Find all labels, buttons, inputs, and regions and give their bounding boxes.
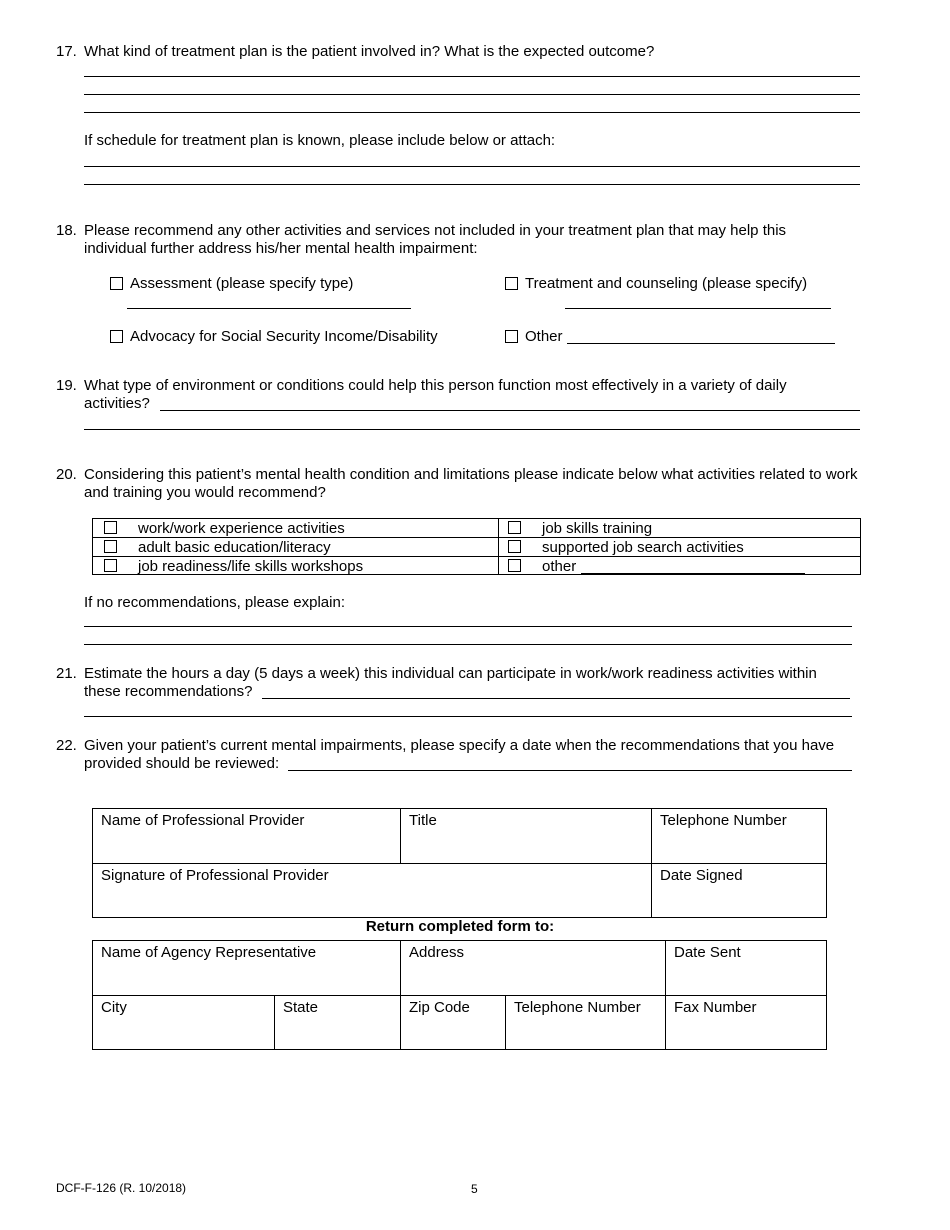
provider-signature-cell[interactable] [92,863,652,918]
job-search-label: supported job search activities [542,539,744,556]
treatment-label: Treatment and counseling (please specify) [525,275,808,292]
work-activities-table [92,518,861,575]
assessment-label: Assessment (please specify type) [130,275,354,292]
q20-no-recommendations-prompt: If no recommendations, please explain: [84,594,345,611]
agency-rep-cell[interactable] [92,940,401,996]
city-label: City [101,999,127,1016]
other-label: Other [525,328,563,345]
return-heading: Return completed form to: [365,918,555,935]
job-skills-label: job skills training [542,520,653,537]
q21-answer-line-2[interactable] [84,716,852,717]
agency-rep-label: Name of Agency Representative [101,944,317,961]
provider-name-label: Name of Professional Provider [101,812,305,829]
q19-number: 19. [56,377,77,394]
adult-education-checkbox[interactable] [104,540,117,553]
state-cell[interactable] [274,995,401,1050]
q17-schedule-line-2[interactable] [84,184,860,185]
provider-name-cell[interactable] [92,808,401,864]
assessment-checkbox[interactable] [110,277,123,290]
date-signed-cell[interactable] [651,863,827,918]
address-cell[interactable] [400,940,666,996]
provider-title-cell[interactable] [400,808,652,864]
q17-schedule-line-1[interactable] [84,166,860,167]
address-label: Address [409,944,465,961]
zip-cell[interactable] [400,995,506,1050]
fax-cell[interactable] [665,995,827,1050]
q21-answer-line-1[interactable] [262,698,850,699]
q21-question-line-2: these recommendations? [84,683,253,700]
q22-number: 22. [56,737,77,754]
q19-question-line-2: activities? [84,395,150,412]
fax-label: Fax Number [674,999,757,1016]
q22-question-line-1: Given your patient’s current mental impairments, please specify a date when the recommendations that you have [84,737,835,754]
provider-signature-label: Signature of Professional Provider [101,867,329,884]
work-other-checkbox[interactable] [508,559,521,572]
q22-question-line-2: provided should be reviewed: [84,755,280,772]
q17-schedule-prompt: If schedule for treatment plan is known, please include below or attach: [84,132,556,149]
provider-telephone-label: Telephone Number [660,812,787,829]
q17-question: What kind of treatment plan is the patient involved in? What is the expected outcome? [84,43,655,60]
work-experience-checkbox[interactable] [104,521,117,534]
q18-question-line-2: individual further address his/her mental health impairment: [84,240,478,257]
advocacy-checkbox[interactable] [110,330,123,343]
work-experience-label: work/work experience activities [138,520,345,537]
job-readiness-checkbox[interactable] [104,559,117,572]
q20-explain-line-1[interactable] [84,626,852,627]
job-skills-checkbox[interactable] [508,521,521,534]
date-sent-cell[interactable] [665,940,827,996]
date-sent-label: Date Sent [674,944,741,961]
job-search-checkbox[interactable] [508,540,521,553]
q17-answer-line-1[interactable] [84,76,860,77]
city-cell[interactable] [92,995,275,1050]
agency-telephone-cell[interactable] [505,995,666,1050]
form-id: DCF-F-126 (R. 10/2018) [56,1181,187,1195]
q21-question-line-1: Estimate the hours a day (5 days a week) this individual can participate in work/work readiness activities within [84,665,817,682]
q21-number: 21. [56,665,77,682]
q18-number: 18. [56,222,77,239]
work-other-label: other [542,558,577,575]
zip-label: Zip Code [409,999,470,1016]
q20-number: 20. [56,466,77,483]
agency-telephone-label: Telephone Number [514,999,641,1016]
q19-answer-line-2[interactable] [84,429,860,430]
provider-telephone-cell[interactable] [651,808,827,864]
advocacy-label: Advocacy for Social Security Income/Disability [130,328,438,345]
q20-question-line-2: and training you would recommend? [84,484,326,501]
q19-answer-line-1[interactable] [160,410,860,411]
date-signed-label: Date Signed [660,867,743,884]
q19-question-line-1: What type of environment or conditions could help this person function most effectively in a variety of daily [84,377,787,394]
q20-question-line-1: Considering this patient’s mental health condition and limitations please indicate below what activities related to work [84,466,858,483]
page-number: 5 [471,1182,478,1196]
q18-question-line-1: Please recommend any other activities and services not included in your treatment plan that may help this [84,222,787,239]
q17-answer-line-2[interactable] [84,94,860,95]
q17-number: 17. [56,43,77,60]
work-other-specify-line[interactable] [581,573,805,574]
other-specify-line[interactable] [567,343,835,344]
job-readiness-label: job readiness/life skills workshops [138,558,364,575]
provider-title-label: Title [409,812,437,829]
q20-explain-line-2[interactable] [84,644,852,645]
adult-education-label: adult basic education/literacy [138,539,331,556]
assessment-specify-line[interactable] [127,308,411,309]
treatment-specify-line[interactable] [565,308,831,309]
state-label: State [283,999,319,1016]
q17-answer-line-3[interactable] [84,112,860,113]
treatment-checkbox[interactable] [505,277,518,290]
other-checkbox[interactable] [505,330,518,343]
q22-answer-line[interactable] [288,770,852,771]
